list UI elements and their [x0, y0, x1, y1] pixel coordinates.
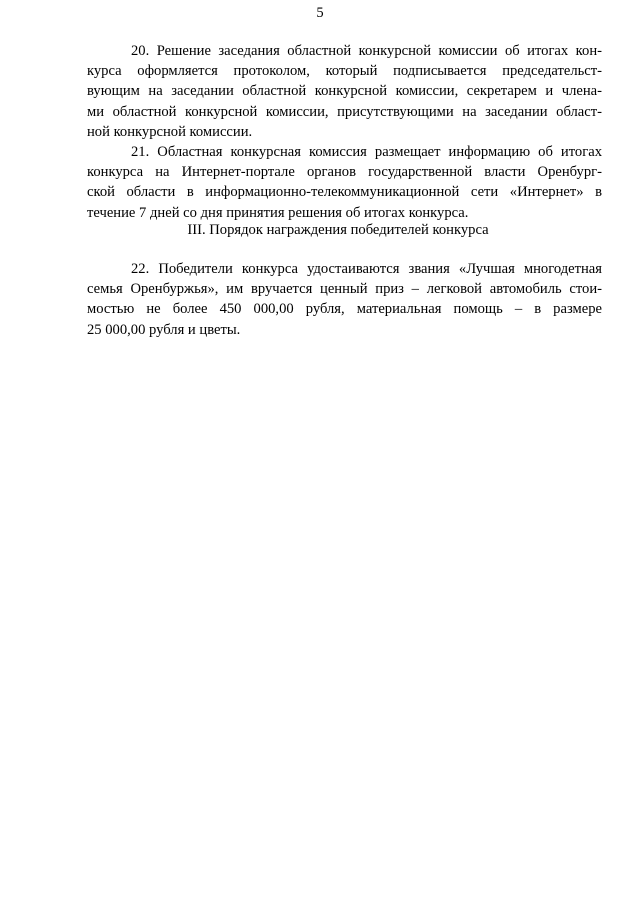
paragraph-line: конкурса на Интернет-портале органов государственной власти Оренбург- — [87, 164, 602, 181]
paragraph-line: семья Оренбуржья», им вручается ценный приз – легковой автомобиль стои- — [87, 281, 602, 298]
paragraph-line: ской области в информационно-телекоммуникационной сети «Интернет» в — [87, 184, 602, 201]
page-number: 5 — [316, 5, 324, 21]
paragraph-line: 22. Победители конкурса удостаиваются звания «Лучшая многодетная — [131, 261, 602, 277]
paragraph-line: курса оформляется протоколом, который подписывается председательст- — [87, 63, 602, 80]
paragraph-line: 25 000,00 рубля и цветы. — [87, 321, 241, 338]
paragraph-line: вующим на заседании областной конкурсной комиссии, секретарем и члена- — [87, 83, 602, 100]
paragraph-line: мостью не более 450 000,00 рубля, материальная помощь – в размере — [87, 301, 602, 318]
paragraph-line: ной конкурсной комиссии. — [87, 123, 253, 140]
paragraph-21 — [87, 142, 602, 223]
paragraph-line: течение 7 дней со дня принятия решения об итогах конкурса. — [87, 204, 469, 221]
paragraph-20 — [87, 41, 602, 142]
paragraph-22 — [87, 259, 602, 340]
section-heading: III. Порядок награждения победителей конкурса — [187, 222, 489, 238]
paragraph-line: 20. Решение заседания областной конкурсной комиссии об итогах кон- — [131, 43, 602, 59]
paragraph-line: 21. Областная конкурсная комиссия размещает информацию об итогах — [131, 144, 602, 160]
paragraph-line: ми областной конкурсной комиссии, присутствующими на заседании област- — [87, 103, 602, 120]
